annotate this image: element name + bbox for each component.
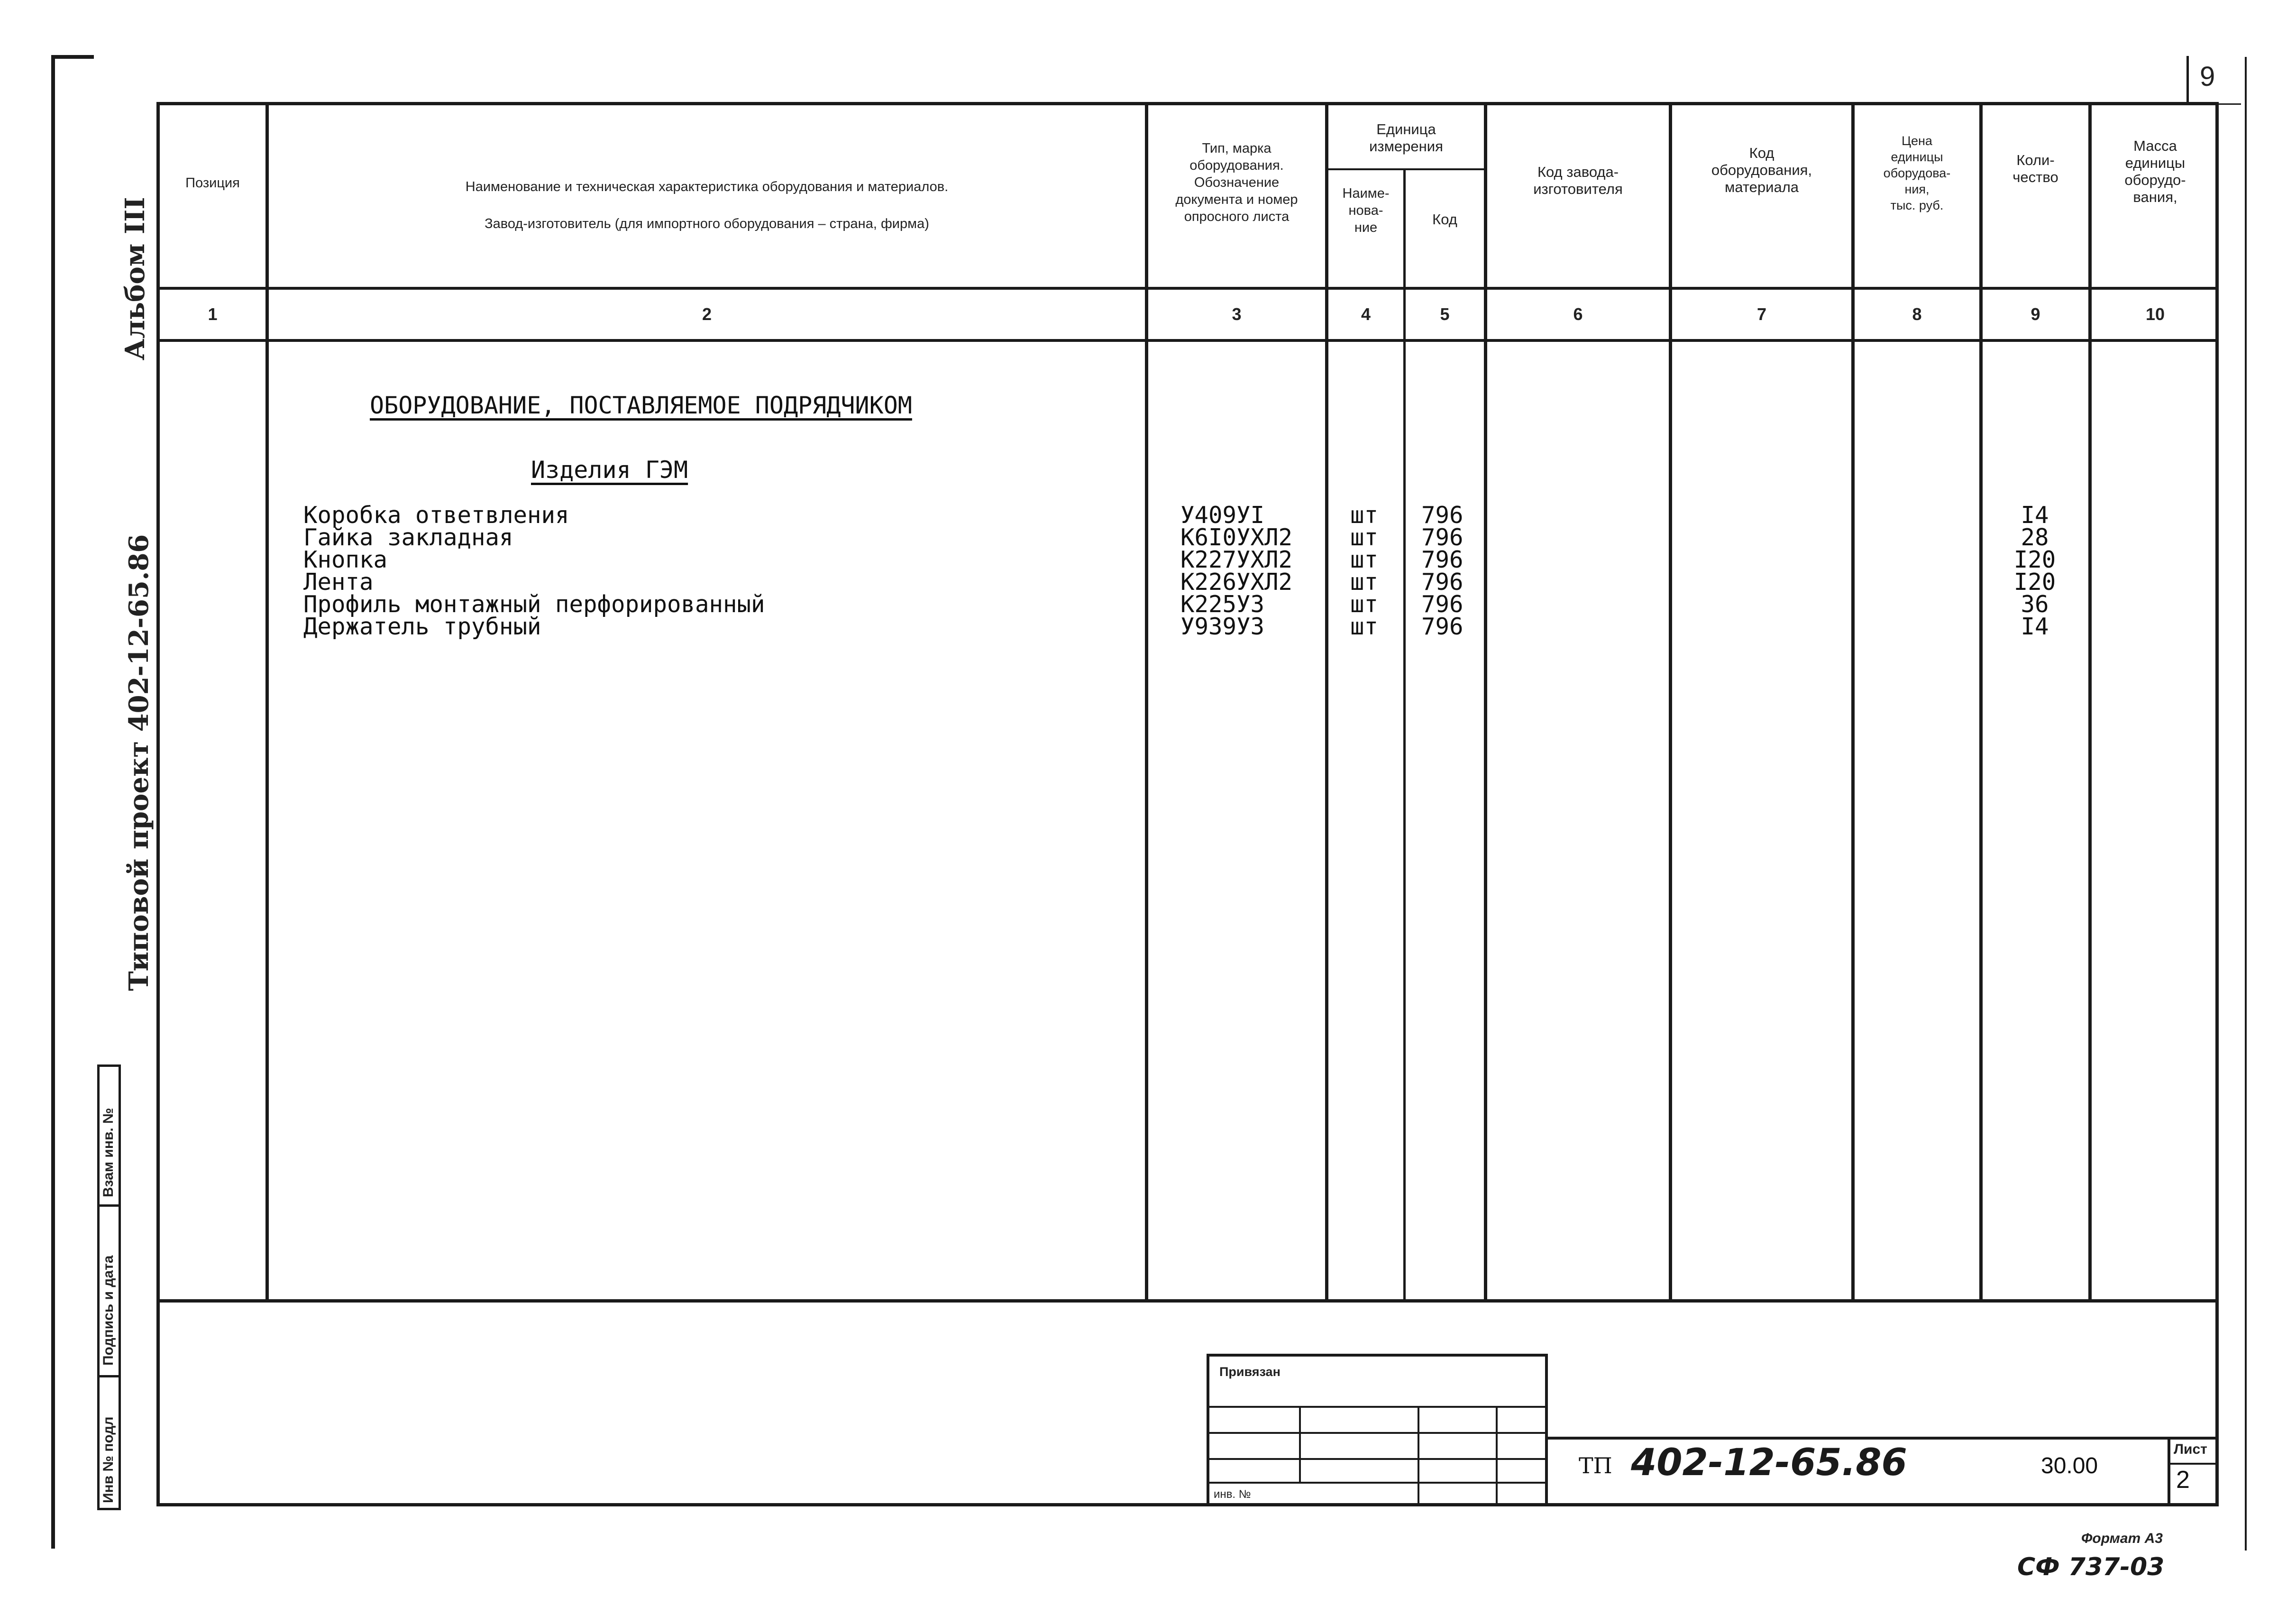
header-type-line: Обозначение — [1194, 175, 1280, 190]
header-type-line: оборудования. — [1189, 158, 1284, 173]
header-mass-line: оборудо- — [2124, 172, 2186, 188]
binding-stamp-title: Привязан — [1219, 1365, 1281, 1379]
column-number-2: 2 — [702, 304, 712, 324]
document-number: 402-12-65.86 — [1631, 1441, 1907, 1484]
row-code: 796 — [1421, 502, 1464, 529]
row-code: 796 — [1421, 591, 1464, 618]
row-qty: 36 — [2021, 591, 2049, 618]
section-title: ОБОРУДОВАНИЕ, ПОСТАВЛЯЕМОЕ ПОДРЯДЧИКОМ — [370, 392, 912, 419]
corner-mark-horizontal — [51, 55, 94, 59]
column-number-6: 6 — [1573, 304, 1583, 324]
header-maker-code — [1487, 164, 1669, 198]
row-code: 796 — [1421, 569, 1464, 596]
row-unit: шт — [1350, 613, 1379, 640]
column-number-7: 7 — [1756, 304, 1767, 324]
row-unit: шт — [1350, 524, 1379, 551]
row-type: У409УI — [1180, 502, 1265, 529]
header-type-line: документа и номер — [1175, 192, 1298, 207]
column-number-3: 3 — [1232, 304, 1242, 324]
sheet-label: Лист — [2174, 1441, 2207, 1457]
header-price-line: тыс. руб. — [1890, 198, 1944, 212]
header-equip-code — [1672, 145, 1851, 196]
col-divider-8 — [1979, 102, 1983, 1302]
album-label: Альбом III — [119, 197, 151, 360]
format-label: Формат А3 — [2081, 1531, 2163, 1546]
row-unit: шт — [1350, 502, 1379, 529]
header-unit-name-line: ние — [1354, 220, 1378, 235]
header-maker-code-line: Код завода- — [1537, 164, 1619, 180]
col-divider-3 — [1325, 102, 1328, 1302]
row-type: У939У3 — [1180, 613, 1265, 640]
header-type-line: Тип, марка — [1202, 141, 1271, 156]
header-equip-code-line: Код — [1749, 145, 1775, 161]
row-code: 796 — [1421, 546, 1464, 573]
row-qty: I20 — [2013, 569, 2056, 596]
corner-mark-vertical — [51, 55, 55, 1549]
column-number-4: 4 — [1361, 304, 1371, 324]
row-qty: I4 — [2021, 502, 2049, 529]
tp-prefix: ТП — [1579, 1453, 1612, 1478]
header-mass-line: вания, — [2133, 189, 2177, 205]
row-type: К225У3 — [1180, 591, 1265, 618]
header-name-line1: Наименование и техническая характеристика оборудования и материалов. — [465, 179, 949, 194]
header-equip-code-line: оборудования, — [1711, 162, 1812, 178]
colnum-bottom-line — [156, 339, 2219, 342]
subsection-title: Изделия ГЭМ — [531, 456, 688, 484]
row-name: Профиль монтажный перфорированный — [303, 591, 765, 618]
row-name: Гайка закладная — [303, 524, 513, 551]
binding-stamp-vline-3 — [1496, 1406, 1498, 1506]
row-name: Коробка ответвления — [303, 502, 569, 529]
header-name-line2: Завод-изготовитель (для импортного оборудования – страна, фирма) — [485, 216, 929, 231]
header-quantity — [1983, 152, 2088, 186]
header-unit-name — [1328, 185, 1403, 236]
signature-date-label: Подпись и дата — [101, 1255, 116, 1366]
header-unit-name-line: Наиме- — [1342, 186, 1390, 201]
header-type-line: опросного листа — [1184, 209, 1290, 224]
column-number-1: 1 — [208, 304, 218, 324]
page-number: 9 — [2200, 61, 2215, 92]
section-code: 30.00 — [2041, 1453, 2098, 1478]
row-unit: шт — [1350, 546, 1379, 573]
sheet-number: 2 — [2176, 1466, 2190, 1494]
header-mass — [2092, 138, 2219, 206]
inv-replaced-label: Взам инв. № — [101, 1108, 116, 1197]
col-divider-1 — [265, 102, 269, 1302]
col-divider-2 — [1145, 102, 1148, 1302]
row-qty: I4 — [2021, 613, 2049, 640]
row-unit: шт — [1350, 591, 1379, 618]
column-number-10: 10 — [2145, 304, 2165, 324]
header-maker-code-line: изготовителя — [1533, 181, 1623, 197]
right-edge-line — [2245, 57, 2247, 1551]
header-price — [1855, 133, 1979, 213]
stamp-divider-2 — [97, 1375, 121, 1377]
table-bottom-line — [156, 1299, 2219, 1303]
col-divider-7 — [1851, 102, 1855, 1302]
binding-stamp-vline-1 — [1299, 1406, 1301, 1482]
row-name: Держатель трубный — [303, 613, 541, 640]
header-mass-line: единицы — [2125, 155, 2186, 171]
header-unit-name-line: нова- — [1348, 203, 1383, 218]
row-type: К227УХЛ2 — [1180, 546, 1293, 573]
header-unit-group — [1328, 121, 1484, 155]
header-name — [269, 168, 1145, 242]
column-number-9: 9 — [2031, 304, 2040, 324]
row-type: К6I0УХЛ2 — [1180, 524, 1293, 551]
header-mass-line: Масса — [2133, 138, 2177, 154]
sheet-cell-divider — [2168, 1463, 2219, 1465]
binding-stamp-vline-2 — [1418, 1406, 1419, 1506]
sheet-cell-left — [2168, 1437, 2170, 1506]
row-qty: 28 — [2021, 524, 2049, 551]
header-position: Позиция — [185, 175, 240, 191]
col-divider-4 — [1403, 168, 1406, 1302]
header-price-line: единицы — [1891, 150, 1943, 164]
project-label: Типовой проект 402-12-65.86 — [123, 534, 155, 991]
header-quantity-line: чество — [2012, 169, 2058, 185]
header-unit-group-line: измерения — [1369, 138, 1443, 155]
row-name: Кнопка — [303, 546, 388, 573]
row-unit: шт — [1350, 569, 1379, 596]
row-name: Лента — [303, 569, 374, 596]
header-type — [1148, 140, 1325, 225]
header-price-line: ния, — [1904, 182, 1930, 196]
header-price-line: оборудова- — [1883, 166, 1951, 180]
row-code: 796 — [1421, 613, 1464, 640]
stamp-divider-1 — [97, 1204, 121, 1207]
row-type: К226УХЛ2 — [1180, 569, 1293, 596]
header-unit-code: Код — [1432, 211, 1457, 228]
col-divider-5 — [1484, 102, 1487, 1302]
row-qty: I20 — [2013, 546, 2056, 573]
header-quantity-line: Коли- — [2016, 152, 2055, 168]
column-number-5: 5 — [1440, 304, 1450, 324]
col-divider-6 — [1669, 102, 1672, 1302]
archive-code: СФ 737-03 — [2017, 1553, 2165, 1581]
col-divider-9 — [2088, 102, 2092, 1302]
inv-orig-label: Инв № подл — [101, 1416, 116, 1503]
designation-top-line — [1548, 1437, 2219, 1440]
column-number-8: 8 — [1912, 304, 1922, 324]
row-code: 796 — [1421, 524, 1464, 551]
header-bottom-line — [156, 287, 2219, 290]
header-equip-code-line: материала — [1724, 179, 1799, 195]
header-price-line: Цена — [1902, 134, 1932, 148]
inv-no-label: инв. № — [1214, 1488, 1251, 1501]
header-unit-group-line: Единица — [1376, 121, 1436, 138]
